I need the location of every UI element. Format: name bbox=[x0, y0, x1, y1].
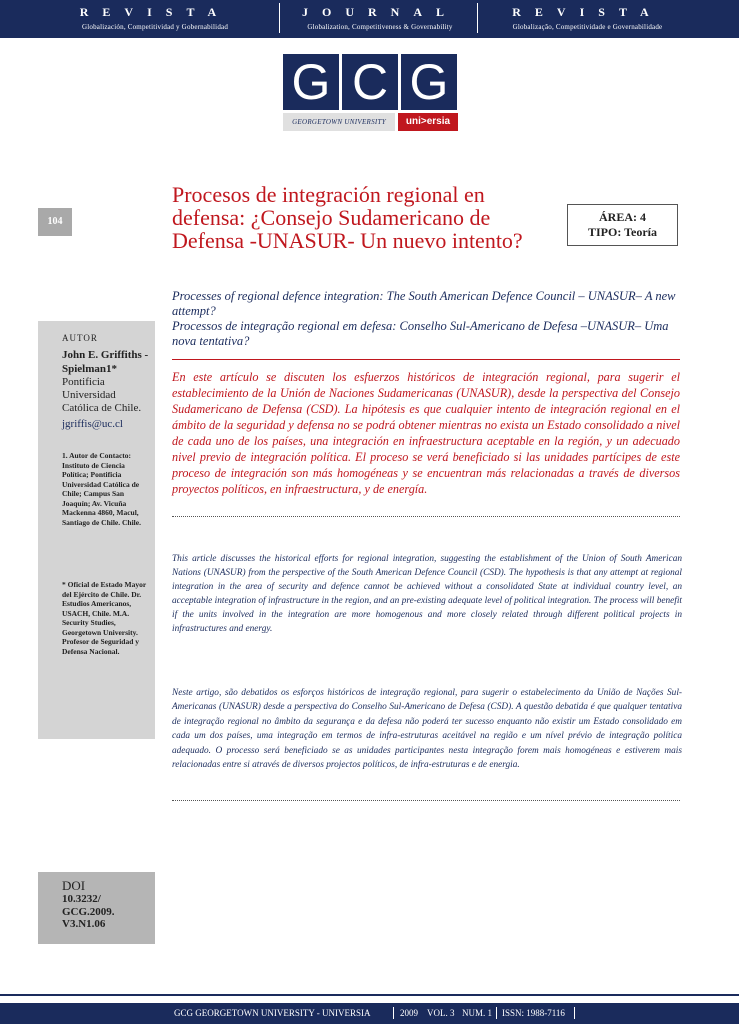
footer-issn: ISSN: 1988-7116 bbox=[502, 1008, 565, 1018]
tipo-label: TIPO: Teoría bbox=[587, 225, 657, 239]
translated-titles bbox=[172, 289, 682, 349]
author-name: John E. Griffiths -Spielman1* bbox=[62, 349, 149, 375]
footer-rule bbox=[0, 994, 739, 996]
logo-letter: G bbox=[283, 54, 339, 110]
footer-divider bbox=[393, 1007, 394, 1019]
header-column-portuguese bbox=[480, 0, 695, 38]
gcg-logo bbox=[283, 54, 463, 131]
author-affiliation: Pontificia Universidad Católica de Chile. bbox=[62, 376, 142, 414]
logo-letter: G bbox=[401, 54, 457, 110]
english-title: Processes of regional defence integration: The South American Defence Council – UNASUR– A new attempt? bbox=[172, 289, 676, 318]
header-word: REVISTA bbox=[79, 5, 231, 19]
page-number: 104 bbox=[38, 208, 72, 236]
header-subtitle: Globalization, Competitiveness & Governability bbox=[307, 23, 453, 31]
author-bio-footnote: * Oficial de Estado Mayor del Ejército de Chile. Dr. Estudios Americanos, USACH, Chile. M.A. Security Studies, Georgetown University. Profesor de Seguridad y Defensa Nacional. bbox=[62, 580, 147, 656]
author-email-link[interactable]: jgriffis@uc.cl bbox=[62, 418, 123, 430]
logo-universia: uni>ersia bbox=[398, 113, 458, 131]
doi-box bbox=[38, 872, 155, 944]
header-word: JOURNAL bbox=[301, 5, 458, 19]
footer-number: NUM. 1 bbox=[462, 1008, 493, 1018]
header-column-spanish bbox=[40, 0, 270, 38]
dotted-divider bbox=[172, 516, 680, 517]
header-subtitle: Globalización, Competitividad y Gobernabilidad bbox=[81, 23, 229, 31]
footer-band bbox=[0, 1003, 739, 1024]
doi-value: 10.3232/ GCG.2009. V3.N1.06 bbox=[62, 893, 115, 930]
footer-year: 2009 bbox=[400, 1008, 418, 1018]
article-title: Procesos de integración regional en defensa: ¿Consejo Sudamericano de Defensa -UNASUR- Un nuevo intento? bbox=[172, 182, 523, 253]
header-column-english bbox=[285, 0, 475, 38]
header-word: REVISTA bbox=[512, 5, 663, 19]
abstract-english: This article discusses the historical efforts for regional integration, suggesting the establishment of the Union of South American Nations (UNASUR) from the perspective of the South American Defence Council (CSD). The hypothesis is that any attempt at regional integration in the area of security and defence cannot be achieved without a consolidated State at individual country level, an acceptable integration of infrastructure in the region, and an pre-existing adequate level of political integration. The process will benefit if the units involved in the integration are more homogenous and more closely related through different political projects in infrastructures and energy. bbox=[172, 554, 682, 634]
author-heading: AUTOR bbox=[62, 333, 98, 343]
title-divider bbox=[172, 359, 680, 360]
contact-footnote: 1. Autor de Contacto: Instituto de Ciencia Política; Pontificia Universidad Católica de Chile; Campus San Joaquín; Av. Vicuña Mackenna 4860, Macul, Santiago de Chile. Chile. bbox=[62, 451, 141, 527]
doi-label: DOI bbox=[62, 878, 86, 893]
header-divider bbox=[477, 3, 478, 33]
logo-letter: C bbox=[342, 54, 398, 110]
logo-georgetown: GEORGETOWN UNIVERSITY bbox=[283, 113, 395, 131]
footer-divider bbox=[496, 1007, 497, 1019]
header-divider bbox=[279, 3, 280, 33]
portuguese-title: Processos de integração regional em defesa: Conselho Sul-Americano de Defesa –UNASUR– Uma nova tentativa? bbox=[172, 319, 669, 348]
footer-divider bbox=[574, 1007, 575, 1019]
abstract-portuguese: Neste artigo, são debatidos os esforços históricos de integração regional, para sugerir o estabelecimento da União de Nações Sul-Americanas (UNASUR) desde a perspectiva do Conselho Sul-Americano de Defesa (CSD). A questão debatida é que qualquer tentativa de integração regional no âmbito da segurança e da defesa não poderá ter sucesso enquanto não existir um Estado consolidado em cada um dos países, uma integração em termos de infra-estruturas aceitável na região e um nível prévio de integração política adequado. O processo será beneficiado se as unidades participantes nesta integração forem mais homogéneas e estiverem mais relacionadas entre si através de diversos projectos políticos, de infra-estruturas e de energia. bbox=[172, 688, 682, 771]
footer-volume: VOL. 3 bbox=[427, 1008, 455, 1018]
dotted-divider bbox=[172, 800, 680, 801]
area-label: ÁREA: 4 bbox=[599, 210, 646, 224]
journal-header-band bbox=[0, 0, 739, 38]
footer-publisher: GCG GEORGETOWN UNIVERSITY - UNIVERSIA bbox=[174, 1008, 371, 1018]
abstract-spanish: En este artículo se discuten los esfuerzos históricos de integración regional, para sugerir el establecimiento de la Unión de Naciones Sudamericanas (UNASUR), desde la perspectiva del Consejo Sudamericano de Defensa (CSD). La hipótesis es que cualquier intento de integración regional en el ámbito de la seguridad y defensa no se podrá obtener mientras no exista un Estado consolidado a nivel de cada uno de los países, una integración en infraestructura aceptable en la región, y un adecuado nivel previo de integración política. El proceso se verá beneficiado si las unidades partícipes de este proceso de integración son más homogéneas y se encuentran más relacionadas a través de diversos proyectos políticos, en infraestructura, y de energía. bbox=[172, 370, 680, 496]
header-subtitle: Globalização, Competitividade e Governabilidade bbox=[512, 23, 663, 31]
area-type-box bbox=[567, 204, 678, 246]
